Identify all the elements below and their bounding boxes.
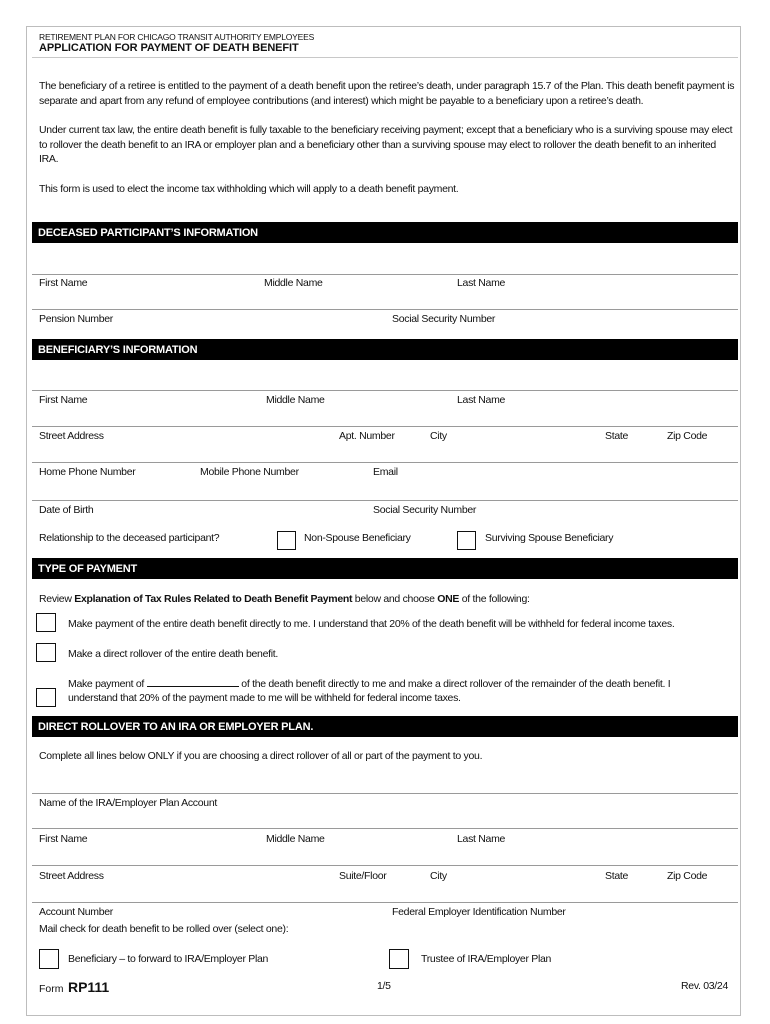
deceased-pension-line[interactable] <box>32 309 738 310</box>
rollover-instructions: Complete all lines below ONLY if you are choosing a direct rollover of all or part of the payment to you. <box>39 750 483 762</box>
rollover-section-header: DIRECT ROLLOVER TO AN IRA OR EMPLOYER PLAN. <box>32 716 738 737</box>
non-spouse-label: Non-Spouse Beneficiary <box>304 532 411 544</box>
beneficiary-first-name-label: First Name <box>39 394 88 406</box>
mail-to-trustee-label: Trustee of IRA/Employer Plan <box>421 953 552 965</box>
header-divider <box>32 57 738 58</box>
beneficiary-last-name-label: Last Name <box>457 394 506 406</box>
mail-check-instructions: Mail check for death benefit to be rolled over (select one): <box>39 923 289 935</box>
intro-paragraph-3: This form is used to elect the income tax withholding which will apply to a death benefit payment. <box>39 183 459 195</box>
payment-option-2-label: Make a direct rollover of the entire death benefit. <box>68 648 278 660</box>
payment-option-1-checkbox[interactable] <box>36 613 56 632</box>
payment-option-2-checkbox[interactable] <box>36 643 56 662</box>
rollover-account-name-label: Name of the IRA/Employer Plan Account <box>39 797 217 809</box>
beneficiary-city-label: City <box>430 430 447 442</box>
rollover-account-number-label: Account Number <box>39 906 114 918</box>
intro-paragraph-1: The beneficiary of a retiree is entitled to the payment of a death benefit upon the retiree’s death, under paragraph 15.7 of the Plan. This death benefit payment is separate and apart from any refund of employee contributions (and interest) which might be payable to a beneficiary upon a retiree’s death. <box>39 80 735 107</box>
beneficiary-street-label: Street Address <box>39 430 104 442</box>
beneficiary-zip-label: Zip Code <box>667 430 708 442</box>
beneficiary-dob-label: Date of Birth <box>39 504 94 516</box>
page-number: 1/5 <box>377 980 391 992</box>
beneficiary-dob-line[interactable] <box>32 500 738 501</box>
rollover-name-line[interactable] <box>32 828 738 829</box>
surviving-spouse-checkbox[interactable] <box>457 531 476 550</box>
beneficiary-section-header: BENEFICIARY’S INFORMATION <box>32 339 738 360</box>
rollover-last-name-label: Last Name <box>457 833 506 845</box>
payment-instructions: Review Explanation of Tax Rules Related to Death Benefit Payment below and choose ONE of the following: <box>39 593 530 605</box>
rollover-city-label: City <box>430 870 447 882</box>
deceased-section-header: DECEASED PARTICIPANT’S INFORMATION <box>32 222 738 243</box>
rollover-suite-label: Suite/Floor <box>339 870 387 882</box>
payment-option-1-label: Make payment of the entire death benefit directly to me. I understand that 20% of the death benefit will be withheld for federal income taxes. <box>68 618 675 630</box>
form-number: Form RP111 <box>39 979 110 995</box>
revision-date: Rev. 03/24 <box>681 980 729 992</box>
beneficiary-phone-line[interactable] <box>32 462 738 463</box>
non-spouse-checkbox[interactable] <box>277 531 296 550</box>
payment-option-3-label-line2: understand that 20% of the payment made to me will be withheld for federal income taxes. <box>68 692 461 704</box>
beneficiary-address-line[interactable] <box>32 426 738 427</box>
rollover-account-name-line[interactable] <box>32 793 738 794</box>
partial-amount-field[interactable] <box>147 677 239 687</box>
rollover-zip-label: Zip Code <box>667 870 708 882</box>
mail-to-trustee-checkbox[interactable] <box>389 949 409 969</box>
mail-to-beneficiary-checkbox[interactable] <box>39 949 59 969</box>
plan-name: RETIREMENT PLAN FOR CHICAGO TRANSIT AUTHORITY EMPLOYEES <box>39 32 315 42</box>
surviving-spouse-label: Surviving Spouse Beneficiary <box>485 532 614 544</box>
rollover-street-label: Street Address <box>39 870 104 882</box>
rollover-first-name-label: First Name <box>39 833 88 845</box>
payment-section-header: TYPE OF PAYMENT <box>32 558 738 579</box>
deceased-pension-number-label: Pension Number <box>39 313 114 325</box>
deceased-first-name-label: First Name <box>39 277 88 289</box>
deceased-last-name-label: Last Name <box>457 277 506 289</box>
form-page <box>26 26 741 1016</box>
rollover-address-line[interactable] <box>32 865 738 866</box>
beneficiary-middle-name-label: Middle Name <box>266 394 325 406</box>
payment-option-3-label: Make payment of of the death benefit directly to me and make a direct rollover of the remainder of the death benefit. I <box>68 678 671 690</box>
deceased-ssn-label: Social Security Number <box>392 313 496 325</box>
rollover-middle-name-label: Middle Name <box>266 833 325 845</box>
intro-paragraph-2: Under current tax law, the entire death benefit is fully taxable to the beneficiary receiving payment; except that a beneficiary who is a surviving spouse may elect to rollover the death benefit to an IRA or employer plan and a beneficiary other than a surviving spouse may elect to rollover the death benefit to an inherited IRA. <box>39 124 733 165</box>
form-title: APPLICATION FOR PAYMENT OF DEATH BENEFIT <box>39 42 299 54</box>
payment-option-3-checkbox[interactable] <box>36 688 56 707</box>
rollover-fein-label: Federal Employer Identification Number <box>392 906 566 918</box>
beneficiary-ssn-label: Social Security Number <box>373 504 477 516</box>
deceased-name-line[interactable] <box>32 274 738 275</box>
mail-to-beneficiary-label: Beneficiary – to forward to IRA/Employer Plan <box>68 953 269 965</box>
rollover-account-line[interactable] <box>32 902 738 903</box>
beneficiary-mobile-phone-label: Mobile Phone Number <box>200 466 299 478</box>
rollover-state-label: State <box>605 870 629 882</box>
beneficiary-home-phone-label: Home Phone Number <box>39 466 136 478</box>
relationship-question: Relationship to the deceased participant? <box>39 532 220 544</box>
deceased-middle-name-label: Middle Name <box>264 277 323 289</box>
beneficiary-state-label: State <box>605 430 629 442</box>
beneficiary-name-line[interactable] <box>32 390 738 391</box>
beneficiary-apt-label: Apt. Number <box>339 430 395 442</box>
beneficiary-email-label: Email <box>373 466 398 478</box>
